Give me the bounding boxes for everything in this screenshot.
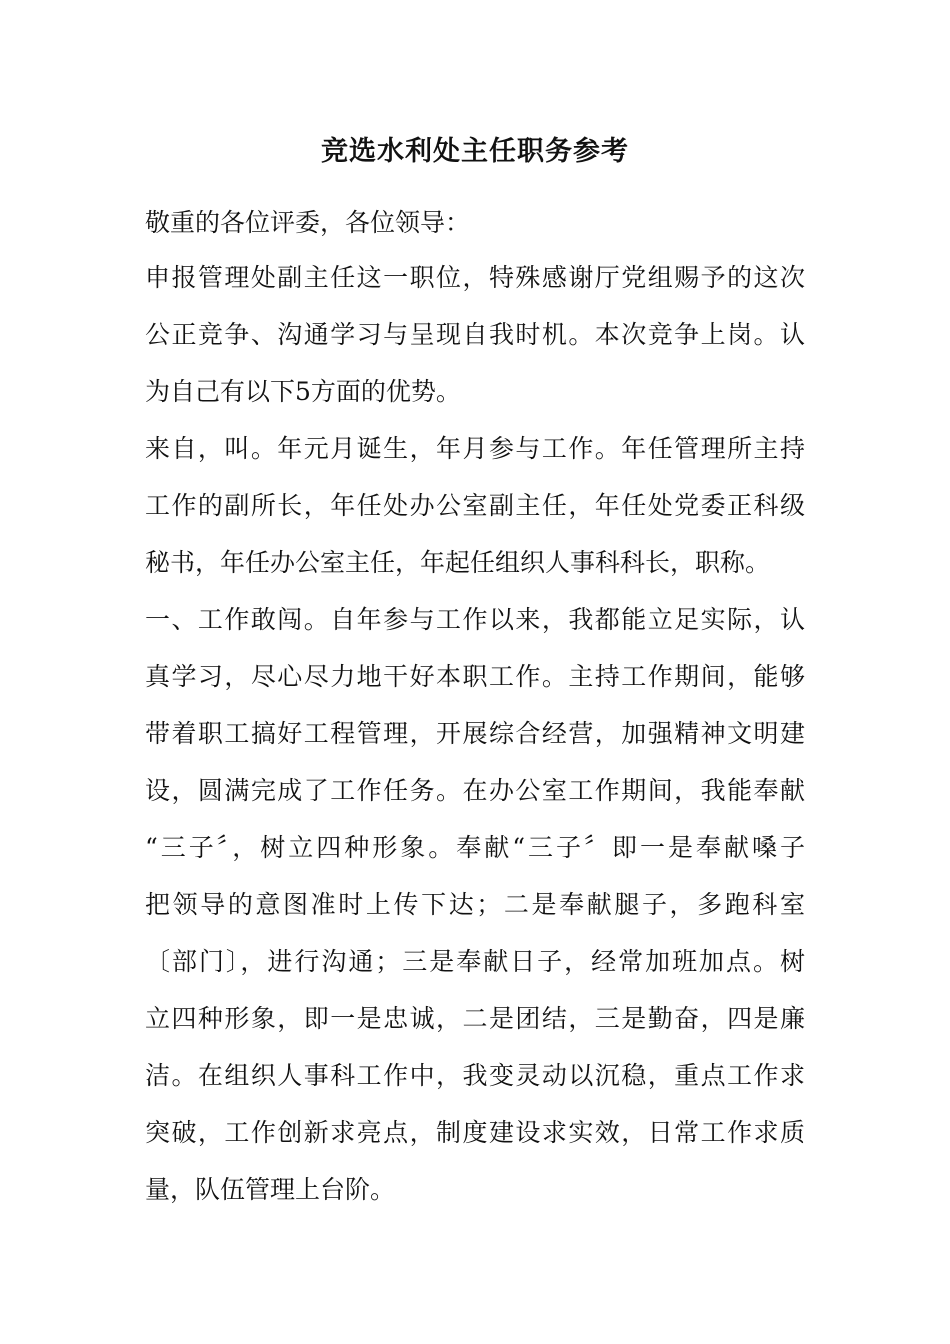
paragraph-line: 带着职工搞好工程管理，开展综合经营，加强精神文明建: [145, 719, 805, 748]
paragraph-line: 〔部门〕，进行沟通；三是奉献日子，经常加班加点。树: [145, 947, 805, 976]
paragraph-line: 秘书，年任办公室主任，年起任组织人事科科长，职称。: [145, 548, 771, 577]
paragraph-line: 立四种形象，即一是忠诚，二是团结，三是勤奋，四是廉: [145, 1004, 805, 1033]
paragraph-line: 设，圆满完成了工作任务。在办公室工作期间，我能奉献: [145, 776, 805, 805]
paragraph-line: 真学习，尽心尽力地干好本职工作。主持工作期间，能够: [145, 662, 805, 691]
paragraph-line: 为自己有以下5方面的优势。: [145, 377, 461, 406]
salutation-line: 敬重的各位评委，各位领导：: [145, 208, 471, 237]
paragraph-line: “三子〞，树立四种形象。奉献“三子〞即一是奉献嗓子: [145, 833, 805, 862]
paragraph-line: 突破，工作创新求亮点，制度建设求实效，日常工作求质: [145, 1118, 805, 1147]
paragraph-line: 来自，叫。年元月诞生，年月参与工作。年任管理所主持: [145, 434, 805, 463]
paragraph-line: 公正竞争、沟通学习与呈现自我时机。本次竞争上岗。认: [145, 320, 805, 349]
paragraph-line: 工作的副所长，年任处办公室副主任，年任处党委正科级: [145, 491, 805, 520]
paragraph-line: 量，队伍管理上台阶。: [145, 1175, 396, 1204]
paragraph-line: 洁。在组织人事科工作中，我变灵动以沉稳，重点工作求: [145, 1061, 805, 1090]
paragraph-line: 一、工作敢闯。自年参与工作以来，我都能立足实际，认: [145, 605, 805, 634]
paragraph-line: 把领导的意图准时上传下达；二是奉献腿子，多跑科室: [145, 890, 805, 919]
paragraph-line: 申报管理处副主任这一职位，特殊感谢厅党组赐予的这次: [145, 263, 805, 292]
document-title: 竞选水利处主任职务参考: [321, 136, 629, 167]
